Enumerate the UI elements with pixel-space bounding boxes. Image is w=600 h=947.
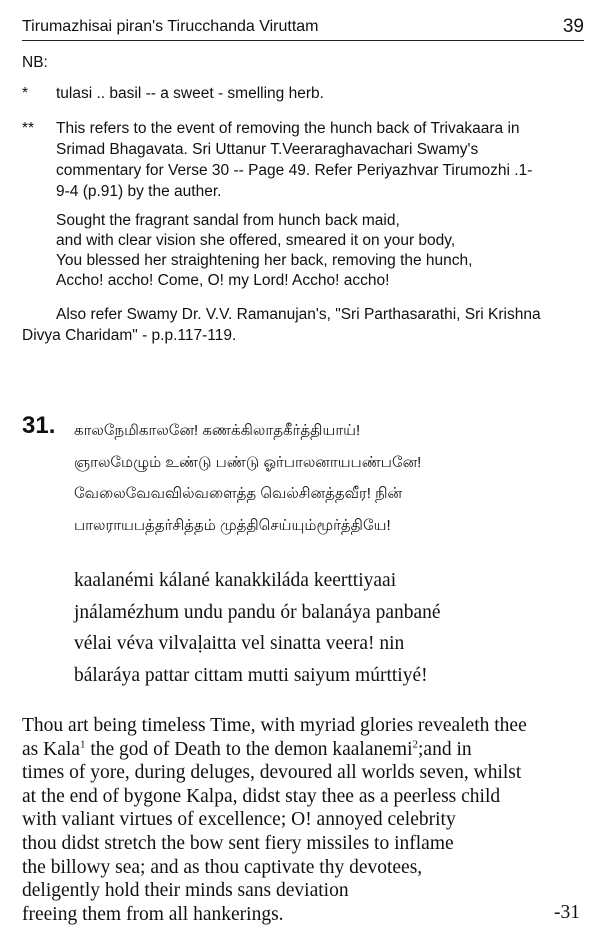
footnote-line: This refers to the event of removing the hunch back of Trivakaara in xyxy=(56,120,520,137)
footnote-text xyxy=(56,83,600,104)
translation-line: Thou art being timeless Time, with myriad glories revealeth thee xyxy=(22,715,527,736)
quoted-verse xyxy=(56,211,596,291)
page-number: 39 xyxy=(562,16,584,37)
transliteration xyxy=(74,565,584,691)
translation-line: times of yore, during deluges, devoured all worlds seven, whilst xyxy=(22,762,522,784)
footnote-ref-1: 1 xyxy=(79,738,86,751)
footnote-text xyxy=(56,118,600,202)
tamil-line: பாலராயபத்தர்சித்தம் முத்திசெய்யும்மூர்த்தியே! xyxy=(74,516,391,534)
footnote-mark: * xyxy=(22,85,29,102)
quote-line: Accho! accho! Come, O! my Lord! Accho! accho! xyxy=(56,272,390,289)
footnote-mark: ** xyxy=(22,120,35,137)
page-header xyxy=(22,16,584,41)
transliteration-line: bálaráya pattar cittam mutti saiyum múrttiyé! xyxy=(74,664,428,686)
tamil-line: ஞாலமேழும் உண்டு பண்டு ஓர்பாலனாயபண்பனே! xyxy=(74,453,422,471)
verse-number: 31. xyxy=(22,412,56,439)
quote-line: You blessed her straightening her back, removing the hunch, xyxy=(56,252,473,269)
translation-line xyxy=(22,738,562,762)
tamil-line: வேலைவேவவில்வளைத்த வெல்சினத்தவீர! நின் xyxy=(74,485,403,502)
footnote-ref-2: 2 xyxy=(412,738,419,751)
translation-line: thou didst stretch the bow sent fiery missiles to inflame xyxy=(22,832,454,854)
english-translation xyxy=(22,714,562,926)
translation-line: deligently hold their minds sans deviation xyxy=(22,880,349,902)
translation-fragment: the god of Death to the demon kaalanemi xyxy=(85,738,413,760)
also-refer-note xyxy=(22,304,582,346)
translation-fragment: as Kala xyxy=(22,738,80,760)
footnote-line: 9-4 (p.91) by the auther. xyxy=(56,183,222,200)
quote-line: Sought the fragrant sandal from hunch back maid, xyxy=(56,212,400,229)
tamil-line: காலநேமிகாலனே! கணக்கிலாதகீர்த்தியாய்! xyxy=(74,422,361,439)
translation-fragment: ;and in xyxy=(418,738,472,760)
translation-line: the billowy sea; and as thou captivate thy devotees, xyxy=(22,856,423,878)
transliteration-line: vélai véva vilvaḷaitta vel sinatta veera! nin xyxy=(74,633,405,654)
quote-line: and with clear vision she offered, smeared it on your body, xyxy=(56,232,456,249)
tamil-verse xyxy=(74,415,584,541)
footnote-line: tulasi .. basil -- a sweet - smelling herb. xyxy=(56,85,324,102)
also-refer-line: Also refer Swamy Dr. V.V. Ramanujan's, "Sri Parthasarathi, Sri Krishna xyxy=(56,306,541,323)
also-refer-line: Divya Charidam" - p.p.117-119. xyxy=(22,327,237,344)
verse-reference: -31 xyxy=(554,902,580,923)
transliteration-line: jnálamézhum undu pandu ór balanáya panbané xyxy=(74,601,441,623)
footnote-line: commentary for Verse 30 -- Page 49. Refer Periyazhvar Tirumozhi .1- xyxy=(56,162,533,179)
running-title: Tirumazhisai piran's Tirucchanda Viruttam xyxy=(22,18,319,35)
translation-line: freeing them from all hankerings. xyxy=(22,903,284,925)
transliteration-line: kaalanémi kálané kanakkiláda keerttiyaai xyxy=(74,570,397,591)
footnote-line: Srimad Bhagavata. Sri Uttanur T.Veeraraghavachari Swamy's xyxy=(56,141,479,158)
notes-heading: NB: xyxy=(22,54,48,71)
translation-line: with valiant virtues of excellence; O! annoyed celebrity xyxy=(22,809,456,831)
translation-line: at the end of bygone Kalpa, didst stay thee as a peerless child xyxy=(22,785,501,807)
